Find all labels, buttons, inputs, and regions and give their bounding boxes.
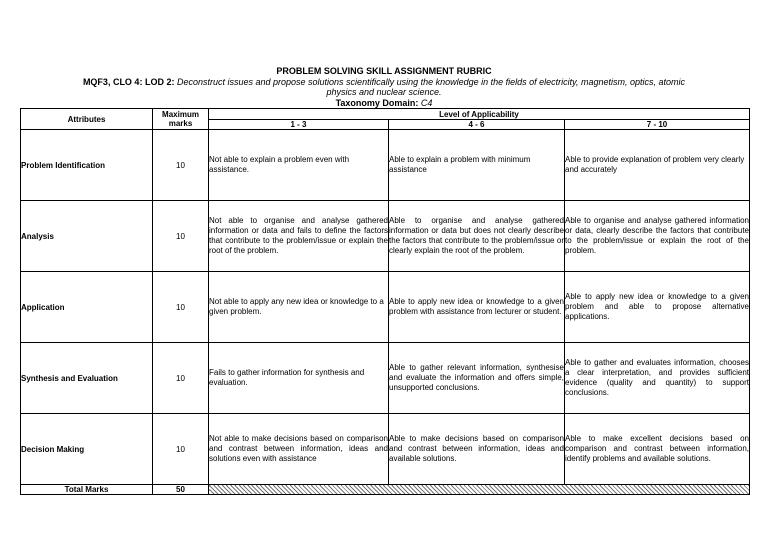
max-marks-cell: 10 (153, 130, 209, 201)
table-row (21, 414, 750, 485)
attribute-cell: Problem Identification (21, 130, 153, 201)
header-maximum-marks: Maximum marks (153, 109, 209, 130)
max-marks-cell: 10 (153, 201, 209, 272)
header-range-3: 7 - 10 (565, 120, 750, 130)
criteria-cell-7-10: Able to organise and analyse gathered information or data, clearly describe the factors that contribute to the problem/issue or explain the root of the problem. (565, 201, 750, 272)
clo-code: MQF3, CLO 4: LOD 2: (82, 76, 175, 87)
clo-line (0, 77, 768, 88)
attribute-cell: Application (21, 272, 153, 343)
table-row (21, 130, 750, 201)
taxonomy-value: C4 (420, 97, 433, 108)
criteria-cell-1-3: Not able to explain a problem even with assistance. (209, 130, 389, 201)
hatched-filler (209, 485, 750, 495)
criteria-cell-1-3: Not able to apply any new idea or knowledge to a given problem. (209, 272, 389, 343)
criteria-cell-4-6: Able to organise and analyse gathered information or data but does not clearly describe the factors that contribute to the problem/issue or clearly explain the root of the problem. (389, 201, 565, 272)
criteria-cell-1-3: Fails to gather information for synthesis and evaluation. (209, 343, 389, 414)
clo-description: Deconstruct issues and propose solutions scientifically using the knowledge in the fields of electricity, magnetism, optics, atomic (176, 76, 686, 87)
criteria-cell-4-6: Able to explain a problem with minimum assistance (389, 130, 565, 201)
clo-description-cont: physics and nuclear science. (326, 87, 442, 97)
criteria-cell-7-10: Able to gather and evaluates information, chooses a clear interpretation, and provides sufficient evidence (quality and quantity) to support conclusions. (565, 343, 750, 414)
table-row (21, 343, 750, 414)
max-marks-cell: 10 (153, 272, 209, 343)
header-range-1: 1 - 3 (209, 120, 389, 130)
document-header (0, 66, 768, 108)
max-marks-cell: 10 (153, 414, 209, 485)
max-marks-cell: 10 (153, 343, 209, 414)
attribute-cell: Analysis (21, 201, 153, 272)
table-row (21, 201, 750, 272)
criteria-cell-7-10: Able to make excellent decisions based on comparison and contrast between information, identify problems and available solutions. (565, 414, 750, 485)
attribute-cell: Synthesis and Evaluation (21, 343, 153, 414)
taxonomy-label: Taxonomy Domain: (335, 97, 419, 108)
criteria-cell-1-3: Not able to organise and analyse gathered information or data and fails to define the factors that contribute to the problem/issue or explain the root of the problem. (209, 201, 389, 272)
attribute-cell: Decision Making (21, 414, 153, 485)
criteria-cell-7-10: Able to apply new idea or knowledge to a given problem and able to propose alternative applications. (565, 272, 750, 343)
criteria-cell-4-6: Able to make decisions based on comparison and contrast between information, ideas and available solutions. (389, 414, 565, 485)
criteria-cell-7-10: Able to provide explanation of problem very clearly and accurately (565, 130, 750, 201)
criteria-cell-4-6: Able to gather relevant information, synthesise and evaluate the information and offers simple, unsupported conclusions. (389, 343, 565, 414)
header-attributes: Attributes (21, 109, 153, 130)
rubric-title: PROBLEM SOLVING SKILL ASSIGNMENT RUBRIC (276, 66, 492, 76)
header-row-1 (21, 109, 750, 120)
total-value: 50 (153, 485, 209, 495)
taxonomy-line (0, 98, 768, 109)
header-range-2: 4 - 6 (389, 120, 565, 130)
criteria-cell-1-3: Not able to make decisions based on comparison and contrast between information, ideas and solutions even with assistance (209, 414, 389, 485)
header-level-of-applicability: Level of Applicability (209, 109, 750, 120)
total-row (21, 485, 750, 495)
table-row (21, 272, 750, 343)
rubric-table (20, 108, 750, 495)
total-label: Total Marks (21, 485, 153, 495)
criteria-cell-4-6: Able to apply new idea or knowledge to a given problem with assistance from lecturer or student. (389, 272, 565, 343)
